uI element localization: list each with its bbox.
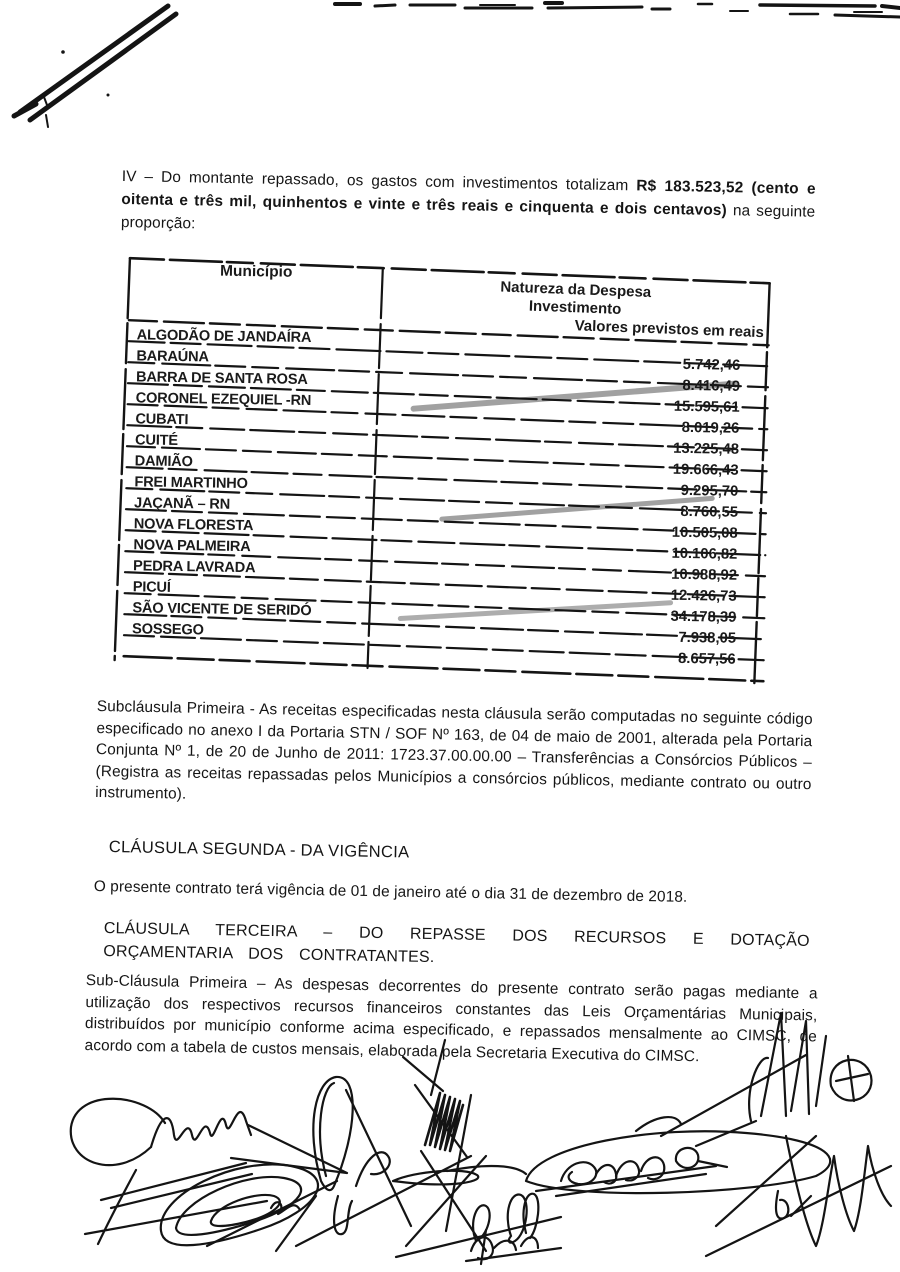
cell-valor: 34.178,39	[670, 608, 737, 626]
intro-text-normal-2: na seguinte proporção:	[120, 202, 816, 233]
paragraph-subclausula-repasse: Sub-Cláusula Primeira – As despesas decorrentes do presente contrato serão pagas mediante a utilização dos respectivos recursos financeiros constantes das Leis Orçamentárias Municipais, distribuídos por município conforme acima especificado, e repassados mensalmente ao CIMSC, de acordo com a tabela de custos mensais, elaborada pela Secretaria Executiva do CIMSC.	[84, 972, 818, 1066]
cell-municipio: DAMIÃO	[134, 452, 193, 470]
cell-municipio: PICUÍ	[132, 578, 171, 596]
heading-clausula-terceira: CLÁUSULA TERCEIRA – DO REPASSE DOS RECURSOS E DOTAÇÃO ORÇAMENTARIA DOS CONTRATANTES.	[103, 919, 810, 967]
cell-valor: 8.657,56	[677, 650, 736, 668]
table-header-municipio: Município	[219, 262, 293, 281]
intro-amount-bold: R$ 183.523,52 (cento e oitenta e três mil, quinhentos e vinte e três reais e cinquenta e dois centavos)	[121, 177, 816, 220]
paragraph-vigencia: O presente contrato terá vigência de 01 de janeiro até o dia 31 de dezembro de 2018.	[93, 878, 688, 907]
cell-valor: 15.595,61	[673, 398, 740, 416]
cell-valor: 8.416,49	[682, 377, 741, 395]
cell-municipio	[124, 650, 385, 654]
cell-municipio: BARAÚNA	[136, 347, 209, 365]
investments-table	[109, 254, 776, 696]
signatures-icon	[15, 995, 895, 1272]
cell-valor: 10.106,82	[671, 545, 738, 563]
cell-municipio: CUITÉ	[134, 431, 179, 449]
cell-valor	[390, 339, 761, 345]
cell-municipio: BARRA DE SANTA ROSA	[135, 368, 308, 388]
cell-municipio: CUBATI	[135, 410, 189, 428]
cell-municipio: ALGODÃO DE JANDAÍRA	[136, 326, 312, 346]
cell-municipio: CORONEL EZEQUIEL -RN	[135, 389, 312, 409]
header-line-investimento: Investimento	[528, 297, 622, 318]
paragraph-subclausula-primeira: Subcláusula Primeira - As receitas especificadas nesta cláusula serão computadas no seguinte código especificado no anexo I da Portaria STN / SOF Nº 163, de 04 de maio de 2001, alterada pela Portaria Conjunta Nº 1, de 20 de Junho de 2011: 1723.37.00.00.00 – Transferências a Consórcios Públicos – (Registra as receitas repassadas pelos Municípios a consórcios públicos, mediante contrato ou outro instrumento).	[95, 698, 813, 804]
cell-municipio: JAÇANÃ – RN	[133, 494, 231, 513]
cell-valor: 5.742,46	[682, 356, 741, 374]
scan-edge-dashes-icon	[330, 0, 900, 26]
cell-municipio: NOVA PALMEIRA	[133, 536, 251, 555]
heading-clausula-segunda: CLÁUSULA SEGUNDA - DA VIGÊNCIA	[108, 837, 410, 862]
header-line-valores: Valores previstos em reais	[574, 317, 765, 342]
intro-text-normal: IV – Do montante repassado, os gastos com investimentos totalizam	[121, 168, 637, 195]
cell-valor: 7.938,05	[678, 629, 737, 647]
table-body	[124, 324, 761, 670]
cell-valor: 10.505,08	[671, 524, 738, 542]
pen-stroke-icon	[0, 0, 230, 140]
cell-valor: 19.666,43	[672, 461, 739, 479]
cell-valor: 10.988,92	[671, 566, 738, 584]
paragraph-intro	[121, 165, 816, 247]
cell-valor: 13.225,48	[673, 440, 740, 458]
cell-municipio: SOSSEGO	[131, 620, 204, 638]
cell-municipio: NOVA FLORESTA	[133, 515, 254, 534]
cell-valor: 8.760,55	[680, 503, 739, 521]
cell-municipio: SÃO VICENTE DE SERIDÓ	[132, 599, 312, 619]
cell-municipio: PEDRA LAVRADA	[132, 557, 256, 576]
header-line-natureza: Natureza da Despesa	[500, 278, 652, 302]
cell-valor: 12.426,73	[670, 587, 737, 605]
cell-valor: 8.019,26	[681, 419, 740, 437]
cell-valor: 9.295,70	[680, 482, 739, 500]
cell-municipio: FREI MARTINHO	[134, 473, 248, 492]
